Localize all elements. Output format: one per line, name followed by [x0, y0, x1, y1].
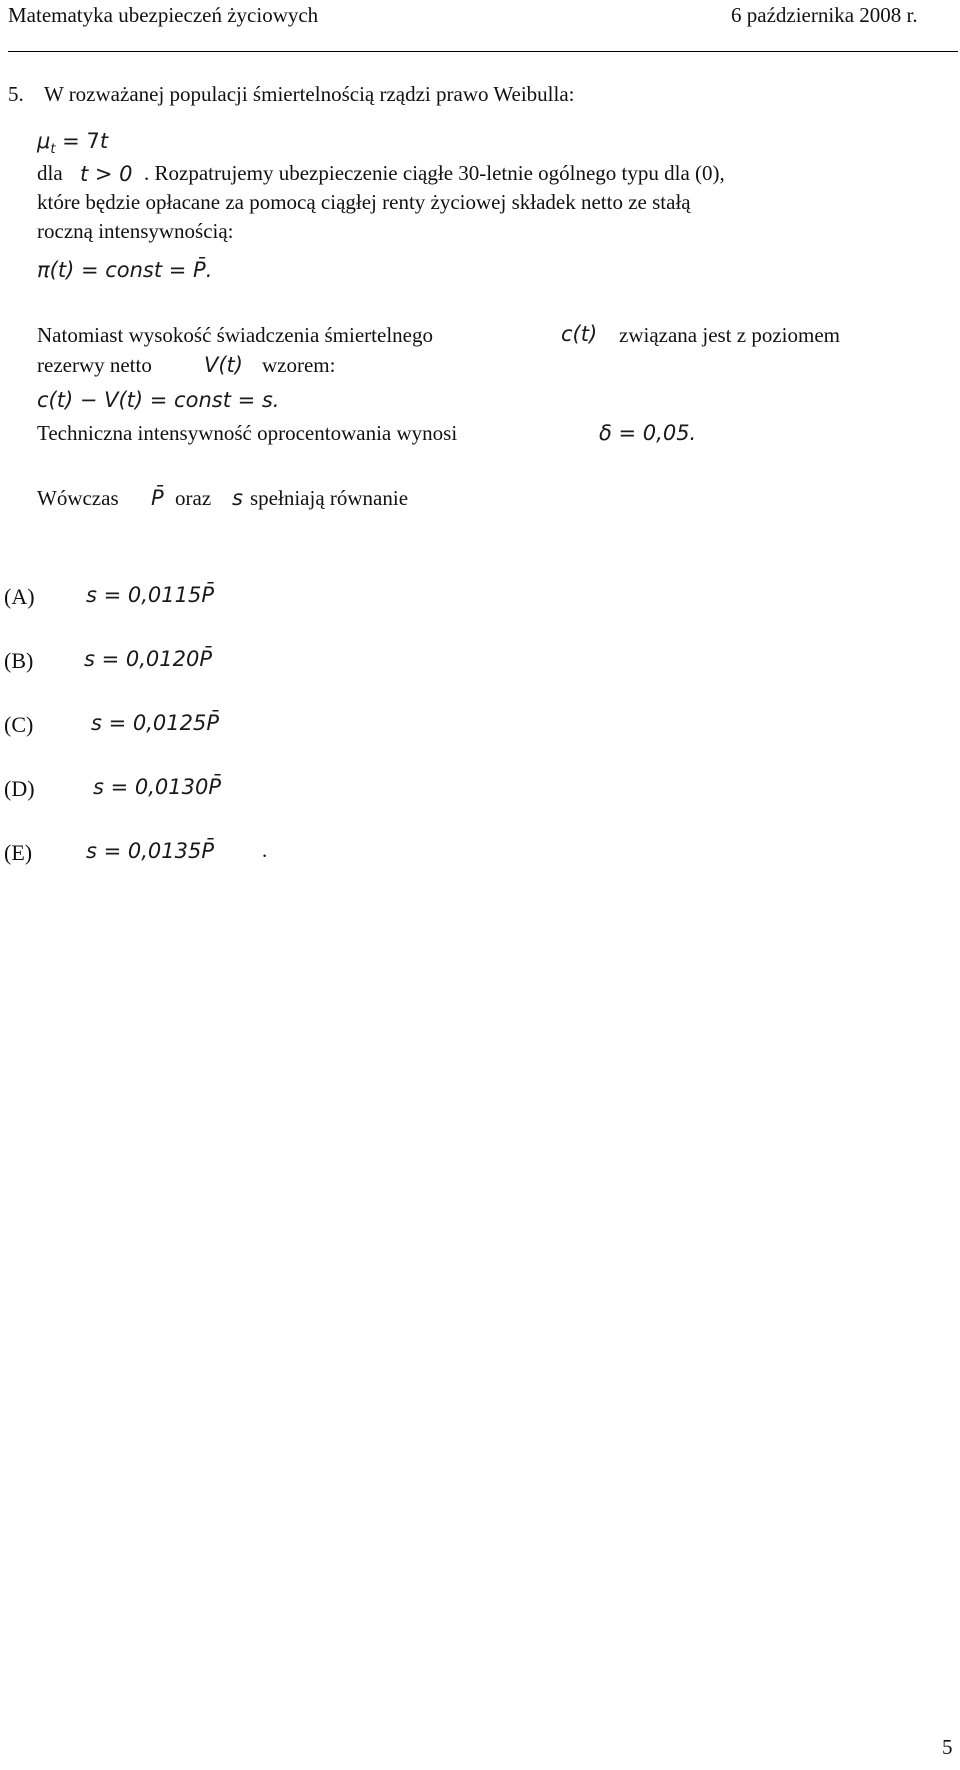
text-dla: dla — [37, 161, 63, 185]
header-right: 6 października 2008 r. — [731, 3, 918, 27]
formula-delta: δ = 0,05. — [599, 421, 697, 445]
symbol-P-bar: P̄ — [151, 486, 164, 510]
problem-number: 5. — [8, 82, 24, 106]
answer-formula-c: s = 0,0125P̄ — [91, 711, 220, 735]
text-zwiazana: związana jest z poziomem — [619, 323, 840, 347]
formula-cond-t: t > 0 — [80, 162, 133, 186]
answer-formula-a: s = 0,0115P̄ — [86, 583, 215, 607]
text-line2: . Rozpatrujemy ubezpieczenie ciągłe 30-letnie ogólnego typu dla (0), — [144, 161, 725, 185]
text-wowczas: Wówczas — [37, 486, 119, 510]
answer-suffix-e: . — [262, 838, 268, 862]
answer-formula-d: s = 0,0130P̄ — [93, 775, 222, 799]
text-wzorem: wzorem: — [262, 353, 336, 377]
header-left: Matematyka ubezpieczeń życiowych — [8, 3, 319, 27]
answer-label-a: (A) — [4, 584, 35, 609]
text-techniczna: Techniczna intensywność oprocentowania wynosi — [37, 421, 458, 445]
answer-label-e: (E) — [4, 840, 33, 865]
formula-pi: π(t) = const = P̄. — [37, 258, 213, 282]
page-number: 5 — [942, 1735, 953, 1759]
text-line4: roczną intensywnością: — [37, 219, 234, 243]
answer-formula-e: s = 0,0135P̄ — [86, 839, 215, 863]
problem-intro: W rozważanej populacji śmiertelnością rządzi prawo Weibulla: — [44, 82, 575, 106]
formula-mu: $\mu_t = 7t$ — [37, 129, 109, 158]
text-natomiast: Natomiast wysokość świadczenia śmiertelnego — [37, 323, 433, 347]
symbol-c-t: c(t) — [561, 322, 598, 346]
text-oraz: oraz — [175, 486, 212, 510]
answer-label-c: (C) — [4, 712, 34, 737]
symbol-V-t: V(t) — [204, 353, 243, 377]
text-line3: które będzie opłacane za pomocą ciągłej renty życiowej składek netto ze stałą — [37, 190, 691, 214]
header-rule — [8, 51, 958, 52]
symbol-s: s — [232, 486, 243, 510]
formula-cv: c(t) − V(t) = const = s. — [37, 388, 280, 412]
answer-label-d: (D) — [4, 776, 35, 801]
answer-formula-b: s = 0,0120P̄ — [84, 647, 213, 671]
answer-label-b: (B) — [4, 648, 34, 673]
text-spelniaja: spełniają równanie — [250, 486, 409, 510]
text-rezerwy: rezerwy netto — [37, 353, 152, 377]
